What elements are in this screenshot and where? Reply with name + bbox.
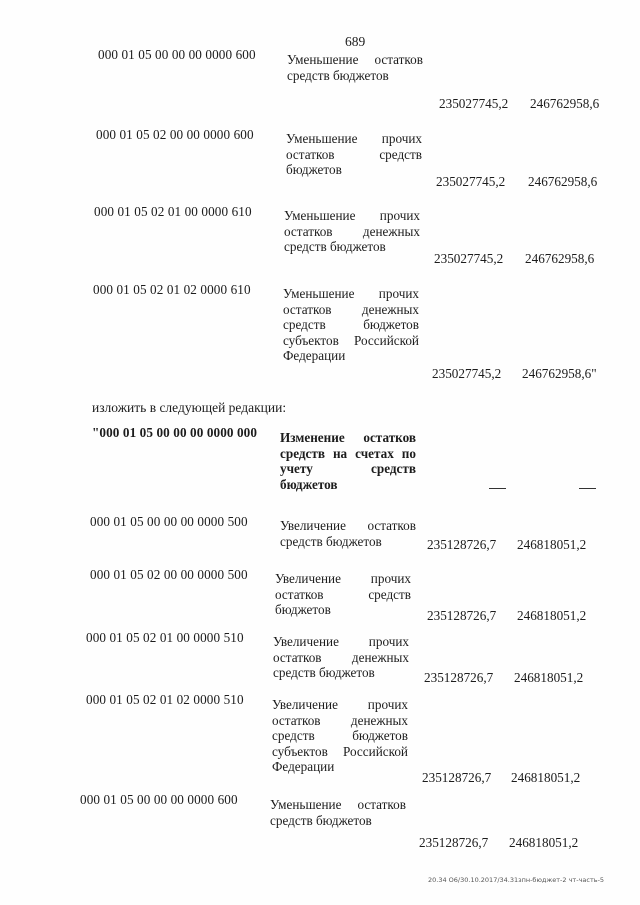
row-description: Увеличение прочих остатков средств бюджетов bbox=[275, 571, 411, 617]
row-description: Уменьшение остатков средств бюджетов bbox=[287, 52, 423, 83]
budget-code: 000 01 05 02 00 00 0000 600 bbox=[96, 127, 254, 142]
value-year-2: 246818051,2 bbox=[517, 608, 587, 623]
value-year-1: 235128726,7 bbox=[427, 537, 497, 552]
budget-code: 000 01 05 00 00 00 0000 600 bbox=[80, 792, 238, 807]
value-year-2: 246818051,2 bbox=[511, 770, 581, 785]
document-footer: 20.34 О6/30.10.2017/34.31зпн-бюджет-2 чт-часть-5 bbox=[428, 876, 605, 884]
row-description: Уменьшение прочих остатков средств бюджетов bbox=[286, 131, 422, 177]
row-description: Уменьшение остатков средств бюджетов bbox=[270, 797, 406, 828]
value-year-2: 246818051,2 bbox=[517, 537, 587, 552]
row-description: Увеличение прочих остатков денежных средств бюджетов bbox=[273, 634, 409, 680]
budget-code: 000 01 05 02 01 02 0000 510 bbox=[86, 692, 244, 707]
budget-code: 000 01 05 00 00 00 0000 600 bbox=[98, 47, 256, 62]
value-year-1: 235128726,7 bbox=[419, 835, 489, 850]
value-year-2: 246762958,6 bbox=[530, 96, 600, 111]
budget-code: 000 01 05 02 01 00 0000 610 bbox=[94, 204, 252, 219]
value-year-1: 235128726,7 bbox=[427, 608, 497, 623]
value-year-1: 235027745,2 bbox=[436, 174, 506, 189]
value-year-1: 235128726,7 bbox=[424, 670, 494, 685]
value-year-2: 246762958,6 bbox=[528, 174, 598, 189]
value-year-2: 246818051,2 bbox=[514, 670, 584, 685]
value-year-1: 235027745,2 bbox=[434, 251, 504, 266]
row-description: Изменение остатков средств на счетах по учету средств бюджетов bbox=[280, 430, 416, 492]
value-year-2: 246818051,2 bbox=[509, 835, 579, 850]
budget-code: 000 01 05 00 00 00 0000 500 bbox=[90, 514, 248, 529]
row-description: Увеличение прочих остатков денежных средств бюджетов субъектов Российской Федерации bbox=[272, 697, 408, 774]
amendment-intro: изложить в следующей редакции: bbox=[92, 400, 287, 415]
dash-year-1 bbox=[489, 488, 506, 489]
budget-code: "000 01 05 00 00 00 0000 000 bbox=[92, 425, 258, 440]
budget-code: 000 01 05 02 00 00 0000 500 bbox=[90, 567, 248, 582]
value-year-1: 235027745,2 bbox=[439, 96, 509, 111]
dash-year-2 bbox=[579, 488, 596, 489]
budget-code: 000 01 05 02 01 00 0000 510 bbox=[86, 630, 244, 645]
row-description: Уменьшение прочих остатков денежных средств бюджетов субъектов Российской Федерации bbox=[283, 286, 419, 363]
budget-code: 000 01 05 02 01 02 0000 610 bbox=[93, 282, 251, 297]
value-year-1: 235027745,2 bbox=[432, 366, 502, 381]
value-year-2: 246762958,6 bbox=[525, 251, 595, 266]
value-year-1: 235128726,7 bbox=[422, 770, 492, 785]
page-number: 689 bbox=[345, 34, 366, 49]
row-description: Уменьшение прочих остатков денежных средств бюджетов bbox=[284, 208, 420, 254]
row-description: Увеличение остатков средств бюджетов bbox=[280, 518, 416, 549]
value-year-2: 246762958,6" bbox=[522, 366, 597, 381]
